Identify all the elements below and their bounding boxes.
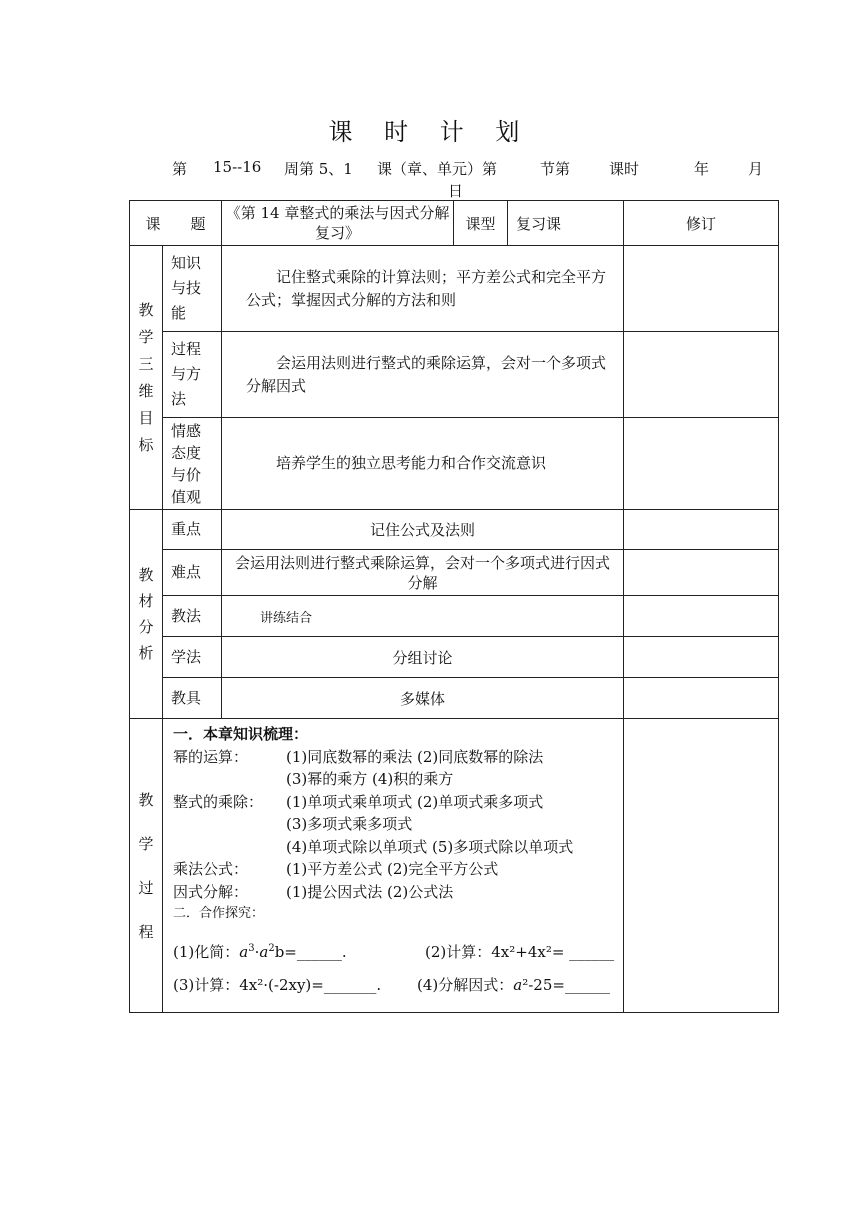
goal-label-knowledge: 知识 与技 能	[163, 246, 222, 332]
goal-content-attitude: 培养学生的独立思考能力和合作交流意识	[222, 418, 624, 510]
mult-ops-3: (4)单项式除以单项式 (5)多项式除以单项式	[286, 837, 574, 856]
schedule-section: 节第	[540, 160, 571, 178]
mult-ops: 整式的乘除： (1)单项式乘单项式 (2)单项式乘多项式	[173, 792, 544, 811]
exercise-row-1	[173, 932, 617, 969]
schedule-week-range: 15--16	[213, 158, 262, 176]
revise-cell	[624, 550, 779, 596]
formula-ops: 乘法公式： (1)平方差公式 (2)完全平方公式	[173, 860, 499, 878]
analysis-content-difficulty: 会运用法则进行整式乘除运算，会对一个多项式进行因式分解	[222, 550, 624, 596]
header-row	[130, 201, 779, 246]
factor-ops: 因式分解： (1)提公因式法 (2)公式法	[173, 882, 454, 901]
exercise-3: (3)计算：4x²·(-2xy)=_______.	[173, 975, 382, 994]
analysis-content-method: 讲练结合	[222, 596, 624, 637]
analysis-row-learning	[130, 637, 779, 678]
lesson-plan-table	[129, 200, 779, 1013]
revise-cell	[624, 246, 779, 332]
revise-cell	[624, 637, 779, 678]
goal-label-attitude: 情感 态度 与价 值观	[163, 418, 222, 510]
revise-cell	[624, 332, 779, 418]
analysis-label-difficulty: 难点	[163, 550, 222, 596]
analysis-row-key	[130, 510, 779, 550]
schedule-lesson-no: 周第 5、1	[284, 160, 353, 178]
analysis-row-method	[130, 596, 779, 637]
process-heading: 一．本章知识梳理：	[173, 725, 309, 743]
schedule-year: 年	[694, 160, 710, 178]
analysis-row-tools	[130, 678, 779, 719]
analysis-row-difficulty	[130, 550, 779, 596]
analysis-content-learning: 分组讨论	[222, 637, 624, 678]
analysis-group-label: 教 材 分 析	[130, 510, 163, 719]
revise-cell	[624, 596, 779, 637]
analysis-label-method: 教法	[163, 596, 222, 637]
exercise-2: (2)计算：4x²+4x²= ______	[425, 942, 615, 961]
goal-row-process	[130, 332, 779, 418]
goals-group-label: 教 学 三 维 目 标	[130, 246, 163, 510]
power-ops: 幂的运算： (1)同底数幂的乘法 (2)同底数幂的除法	[173, 747, 544, 766]
revise-label: 修订	[624, 201, 779, 246]
analysis-content-key: 记住公式及法则	[222, 510, 624, 550]
mult-ops-2: (3)多项式乘多项式	[286, 815, 413, 833]
schedule-day: 日	[448, 182, 464, 200]
goal-content-knowledge: 记住整式乘除的计算法则；平方差公式和完全平方公式；掌握因式分解的方法和则	[222, 246, 624, 332]
schedule-week-prefix: 第	[172, 160, 188, 178]
goal-content-process: 会运用法则进行整式的乘除运算，会对一个多项式分解因式	[222, 332, 624, 418]
schedule-period: 课时	[609, 160, 640, 178]
analysis-label-learning: 学法	[163, 637, 222, 678]
coop-heading: 二．合作探究：	[173, 906, 265, 921]
analysis-content-tools: 多媒体	[222, 678, 624, 719]
process-content	[163, 719, 624, 1013]
process-row	[130, 719, 779, 1013]
analysis-label-tools: 教具	[163, 678, 222, 719]
exercise-4: (4)分解因式：a²-25=______	[417, 975, 610, 994]
schedule-month: 月	[748, 160, 764, 178]
process-group-label: 教 学 过 程	[130, 719, 163, 1013]
type-label: 课型	[454, 201, 508, 246]
goal-label-process: 过程 与方 法	[163, 332, 222, 418]
analysis-label-key: 重点	[163, 510, 222, 550]
exercise-1: (1)化简：$a^3\cdot a^2b=\_\_\_\_\_\_$.	[173, 942, 347, 961]
type-value: 复习课	[508, 201, 624, 246]
schedule-unit: 课（章、单元）第	[377, 160, 498, 178]
goal-row-attitude	[130, 418, 779, 510]
power-ops-2: (3)幂的乘方 (4)积的乘方	[286, 770, 454, 788]
topic-value: 《第 14 章整式的乘法与因式分解复习》	[222, 201, 454, 246]
topic-label: 课 题	[130, 201, 222, 246]
goal-row-knowledge	[130, 246, 779, 332]
exercise-row-2	[173, 969, 617, 1002]
revise-cell	[624, 678, 779, 719]
revise-cell	[624, 510, 779, 550]
page-title: 课 时 计 划	[328, 118, 532, 146]
revise-cell	[624, 418, 779, 510]
